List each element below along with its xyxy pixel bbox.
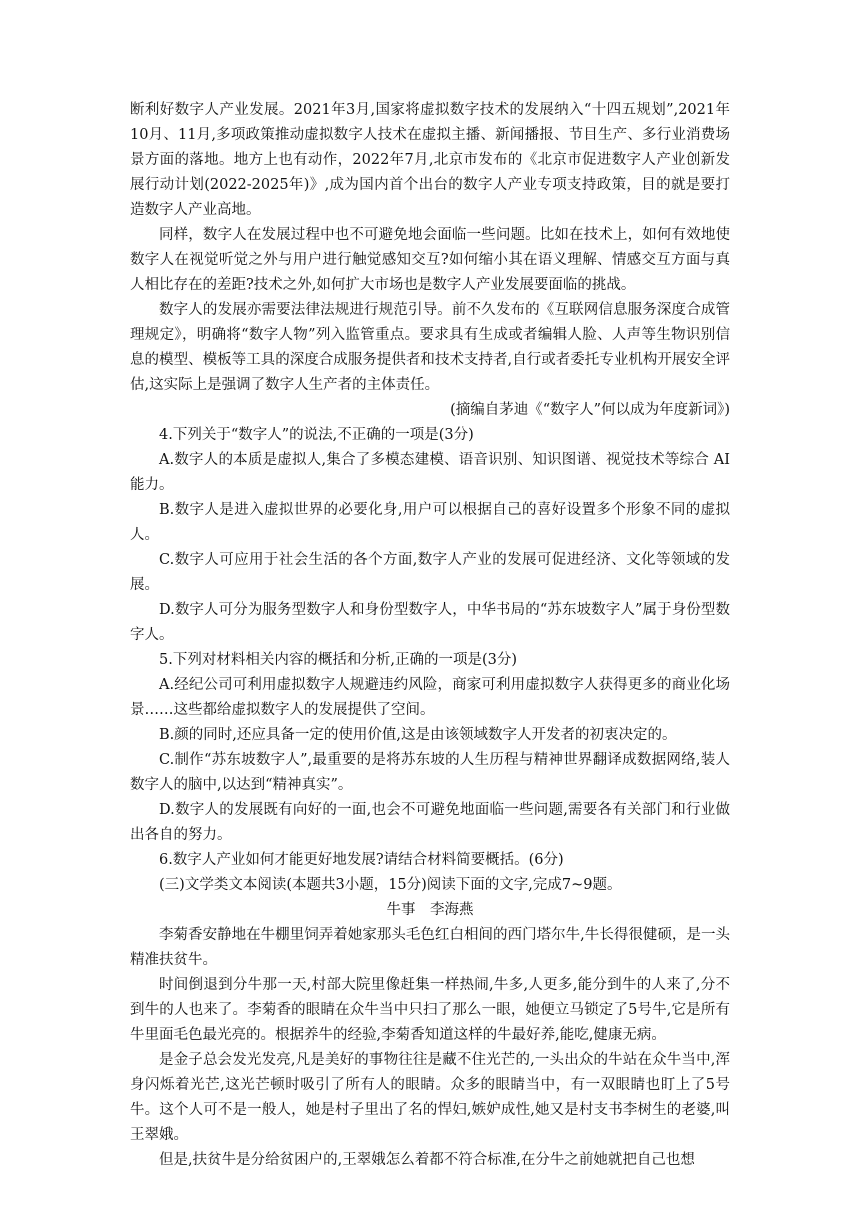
question-4-option-b: B.数字人是进入虚拟世界的必要化身,用户可以根据自己的喜好设置多个形象不同的虚拟人。 [130, 502, 730, 543]
story-paragraph-3: 是金子总会发光发亮,凡是美好的事物往往是藏不住光芒的,一头出众的牛站在众牛当中,浑身闪烁着光芒,这光芒顿时吸引了所有人的眼睛。众多的眼睛当中，有一双眼睛也盯上了5号牛。这个人可不是一般人，她是村子里出了名的悍妇,嫉妒成性,她又是村支书李树生的老婆,叫王翠娥。 [130, 1052, 730, 1143]
question-5-option-a: A.经纪公司可利用虚拟数字人规避违约风险，商家可利用虚拟数字人获得更多的商业化场景……这些都给虚拟数字人的发展提供了空间。 [130, 677, 730, 718]
question-6: 6.数字人产业如何才能更好地发展?请结合材料简要概括。(6分) [159, 852, 564, 868]
question-5-option-b: B.颜的同时,还应具备一定的使用价值,这是由该领域数字人开发者的初衷决定的。 [159, 727, 677, 743]
question-5-option-c: C.制作“苏东坡数字人”,最重要的是将苏东坡的人生历程与精神世界翻译成数据网络,装人数字人的脑中,以达到“精神真实”。 [130, 752, 730, 793]
story-paragraph-1: 李菊香安静地在牛棚里饲弄着她家那头毛色红白相间的西门塔尔牛,牛长得很健硕，是一头精准扶贫牛。 [130, 927, 730, 968]
paragraph-1: 断利好数字人产业发展。2021年3月,国家将虚拟数字技术的发展纳入“十四五规划”,2021年10月、11月,多项政策推动虚拟数字人技术在虚拟主播、新闻播报、节目生产、多行业消费场景方面的落地。地方上也有动作，2022年7月,北京市发布的《北京市促进数字人产业创新发展行动计划(2022-2025年)》,成为国内首个出台的数字人产业专项支持政策，目的就是要打造数字人产业高地。 [130, 102, 730, 218]
question-4-stem: 4.下列关于“数字人”的说法,不正确的一项是(3分) [159, 427, 474, 443]
question-5-stem: 5.下列对材料相关内容的概括和分析,正确的一项是(3分) [159, 652, 517, 668]
section-header: (三)文学类文本阅读(本题共3小题，15分)阅读下面的文字,完成7~9题。 [159, 877, 622, 893]
story-paragraph-2: 时间倒退到分牛那一天,村部大院里像赶集一样热闹,牛多,人更多,能分到牛的人来了,分不到牛的人也来了。李菊香的眼睛在众牛当中只扫了那么一眼，她便立马锁定了5号牛,它是所有牛里面毛色最光亮的。根据养牛的经验,李菊香知道这样的牛最好养,能吃,健康无病。 [130, 977, 730, 1043]
question-4-option-d: D.数字人可分为服务型数字人和身份型数字人，中华书局的“苏东坡数字人”属于身份型数字人。 [130, 602, 730, 643]
story-title: 牛事 李海燕 [386, 902, 474, 918]
paragraph-3: 数字人的发展亦需要法律法规进行规范引导。前不久发布的《互联网信息服务深度合成管理规定》，明确将“数字人物”列入监管重点。要求具有生成或者编辑人脸、人声等生物识别信息的模型、模板等工具的深度合成服务提供者和技术支持者,自行或者委托专业机构开展安全评估,这实际上是强调了数字人生产者的主体责任。 [130, 302, 730, 393]
document-page [130, 98, 730, 1173]
question-4-option-c: C.数字人可应用于社会生活的各个方面,数字人产业的发展可促进经济、文化等领域的发展。 [130, 552, 730, 593]
source-citation: (摘编自茅迪《“数字人”何以成为年度新词》) [450, 402, 730, 418]
question-4-option-a: A.数字人的本质是虚拟人,集合了多模态建模、语音识别、知识图谱、视觉技术等综合 AI能力。 [130, 452, 730, 493]
question-5-option-d: D.数字人的发展既有向好的一面,也会不可避免地面临一些问题,需要各有关部门和行业做出各自的努力。 [130, 802, 730, 843]
story-paragraph-4: 但是,扶贫牛是分给贫困户的,王翠娥怎么着都不符合标准,在分牛之前她就把自己也想 [159, 1152, 695, 1168]
paragraph-2: 同样，数字人在发展过程中也不可避免地会面临一些问题。比如在技术上，如何有效地使数字人在视觉听觉之外与用户进行触觉感知交互?如何缩小其在语义理解、情感交互方面与真人相比存在的差距?技术之外,如何扩大市场也是数字人产业发展要面临的挑战。 [130, 227, 730, 293]
